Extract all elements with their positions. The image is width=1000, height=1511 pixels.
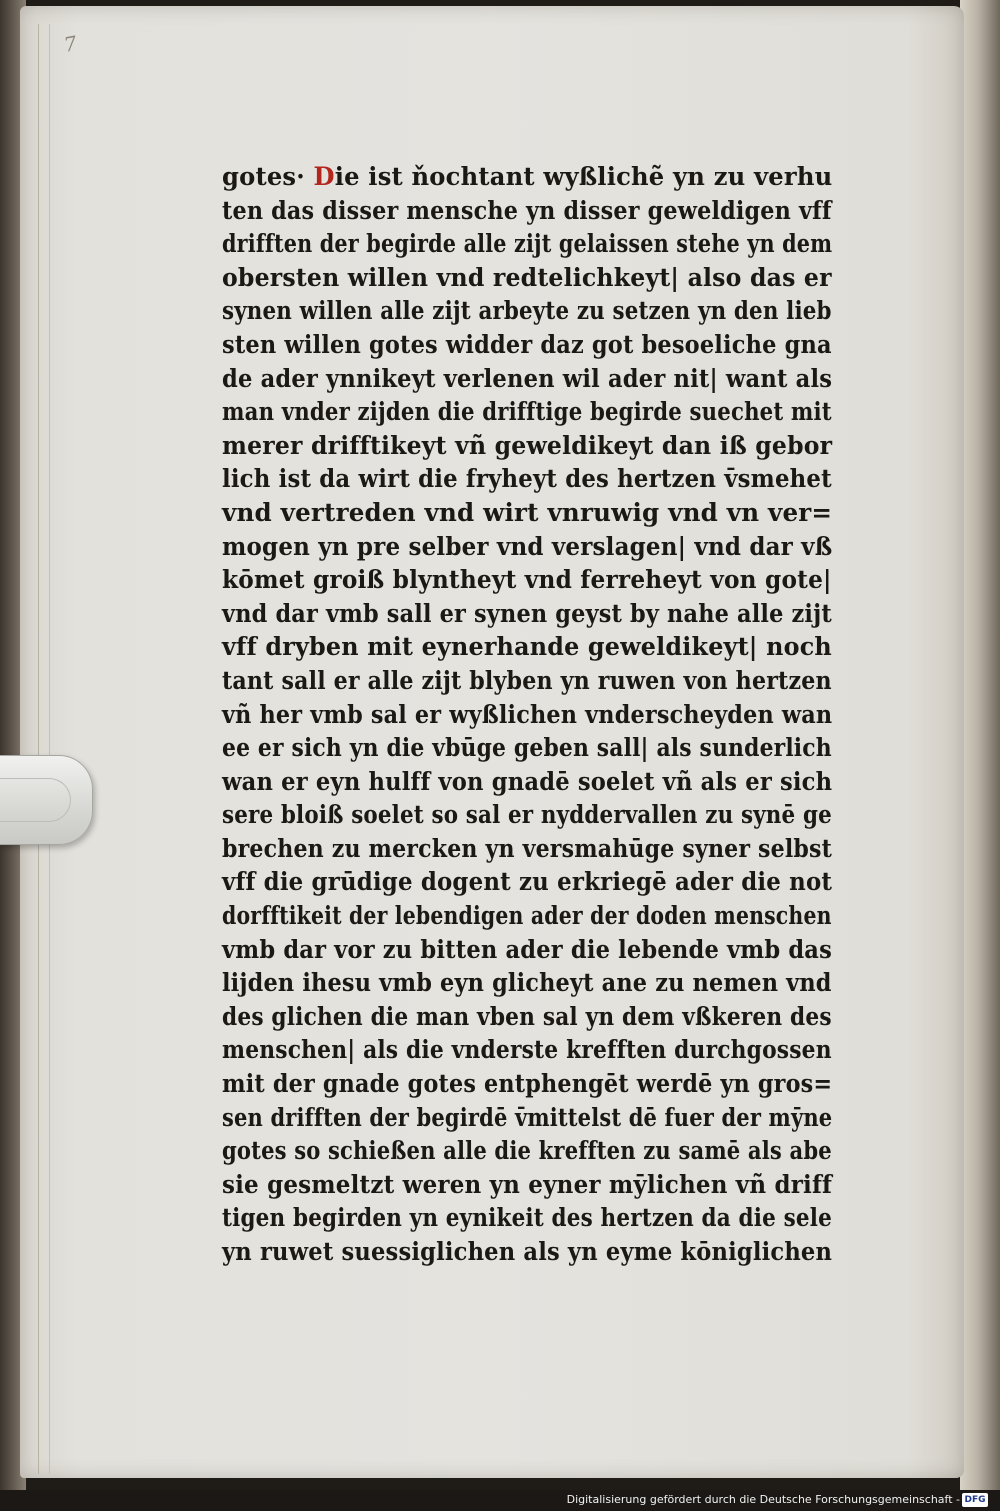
dfg-logo: DFG: [962, 1493, 988, 1507]
text-line: gotes so schießen alle die krefften zu samē als abe: [222, 1136, 832, 1166]
text-line: de ader ynnikeyt verlenen wil ader nit| want als: [222, 363, 833, 393]
rubricated-initial: D: [313, 162, 335, 191]
text-line: vnd dar vmb sall er synen geyst by nahe alle zijt: [222, 598, 832, 628]
clip-inner-outline: [0, 778, 71, 822]
text-line: kōmet groiß blyntheyt vnd ferreheyt von gote|: [222, 565, 832, 595]
text-line: man vnder zijden die drifftige begirde suechet mit: [222, 397, 832, 427]
line-text-segment: gotes·: [222, 162, 314, 191]
text-line: vñ her vmb sal er wyßlichen vnderscheyden wan: [222, 699, 833, 729]
text-line: tant sall er alle zijt blyben yn ruwen von hertzen: [222, 665, 832, 695]
text-line: [222, 160, 833, 194]
folio-mark: 7: [62, 31, 79, 57]
text-line: ee er sich yn die vbūge geben sall| als sunderlich: [222, 733, 832, 763]
text-line: tigen begirden yn eynikeit des hertzen da die sele: [222, 1203, 832, 1233]
text-line: vff die grūdige dogent zu erkriegē ader die not: [222, 867, 833, 897]
text-line: brechen zu mercken yn versmahūge syner selbst: [222, 833, 833, 863]
text-line: merer drifftikeyt vñ geweldikeyt dan iß gebor: [222, 430, 833, 460]
text-line: lich ist da wirt die fryheyt des hertzen v̄smehet: [222, 464, 832, 494]
page-stack-edges: [38, 24, 50, 1474]
text-block: [222, 160, 832, 1269]
text-line: sen drifften der begirdē v̄mittelst dē fuer der mȳne: [222, 1102, 833, 1132]
text-line: sie gesmeltzt weren yn eyner mȳlichen vñ driff: [222, 1169, 833, 1199]
text-line: sere bloiß soelet so sal er nyddervallen zu synē ge: [222, 800, 832, 830]
text-line: lijden ihesu vmb eyn glicheyt ane zu nemen vnd: [222, 968, 832, 998]
text-line: mit der gnade gotes entphengēt werdē yn gros=: [222, 1069, 833, 1099]
text-line: synen willen alle zijt arbeyte zu setzen yn den lieb: [222, 296, 832, 326]
page-clip-holder: [0, 755, 93, 845]
text-line: sten willen gotes widder daz got besoeliche gna: [222, 329, 832, 359]
text-line: vff dryben mit eynerhande geweldikeyt| noch: [222, 632, 832, 662]
book-fore-edge: [960, 0, 1000, 1490]
text-line: drifften der begirde alle zijt gelaissen stehe yn dem: [222, 229, 833, 259]
text-line: des glichen die man vben sal yn dem vßkeren des: [222, 1001, 832, 1031]
text-line: ten das disser mensche yn disser geweldigen vff: [222, 195, 832, 225]
line-text-segment: ie ist ňochtant wyßlichẽ yn zu verhu: [334, 162, 833, 191]
text-line: obersten willen vnd redtelichkeyt| also das er: [222, 262, 832, 292]
text-line: mogen yn pre selber vnd verslagen| vnd dar vß: [222, 531, 833, 561]
text-line: dorfftikeit der lebendigen ader der doden menschen: [222, 901, 832, 931]
text-line: menschen| als die vnderste krefften durchgossen: [222, 1035, 832, 1065]
text-line: yn ruwet suessiglichen als yn eyme kōniglichen: [222, 1237, 833, 1266]
digitization-credit: Digitalisierung gefördert durch die Deutsche Forschungsgemeinschaft -: [566, 1493, 960, 1506]
text-line: wan er eyn hulff von gnadē soelet vñ als er sich: [222, 766, 833, 796]
text-line: vnd vertreden vnd wirt vnruwig vnd vn ver=: [222, 497, 833, 527]
text-line: vmb dar vor zu bitten ader die lebende vmb das: [222, 934, 832, 964]
